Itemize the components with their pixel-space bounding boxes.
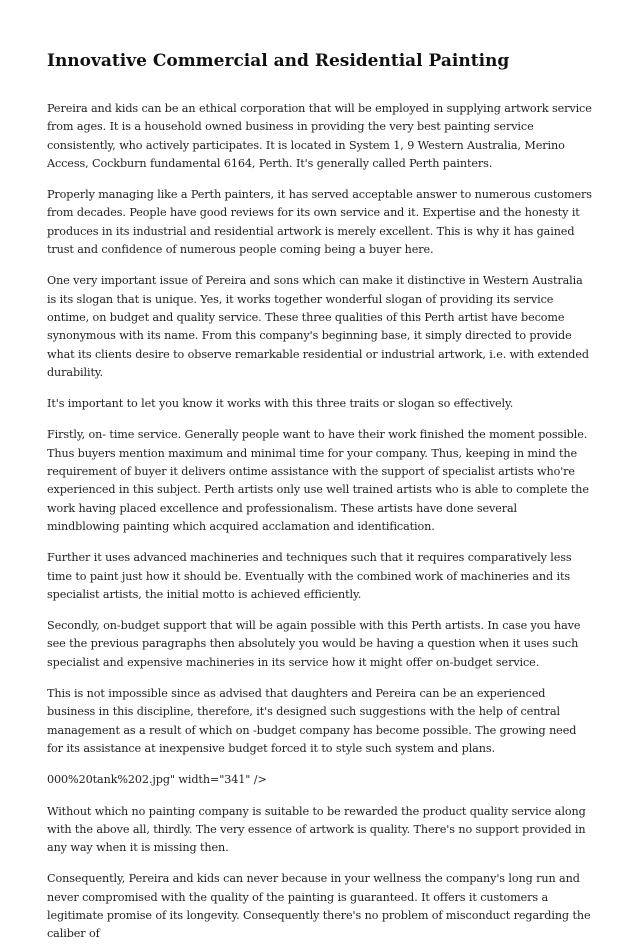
document-title: Innovative Commercial and Residential Painting (47, 51, 510, 71)
paragraph-3: One very important issue of Pereira and sons which can make it distinctive in Western Australia is its slogan that is unique. Yes, it works together wonderful slogan of providing its service ontime, on budget and quality service. These three qualities of this Perth artist have become synonymous with its name. From this company's beginning base, it simply directed to provide what its clients desire to observe remarkable residential or industrial artwork, i.e. with extended durability. (47, 274, 589, 379)
paragraph-4: It's important to let you know it works with this three traits or slogan so effectively. (47, 397, 514, 411)
paragraph-1: Pereira and kids can be an ethical corporation that will be employed in supplying artwork service from ages. It is a household owned business in providing the very best painting service consistently, who actively participates. It is located in System 1, 9 Western Australia, Merino Access, Cockburn fundamental 6164, Perth. It's generally called Perth painters. (47, 102, 592, 170)
paragraph-5: Firstly, on- time service. Generally people want to have their work finished the moment possible. Thus buyers mention maximum and minimal time for your company. Thus, keeping in mind the requirement of buyer it delivers ontime assistance with the support of specialist artists who're experienced in this subject. Perth artists only use well trained artists who is able to complete the work having placed excellence and professionalism. These artists have done several mindblowing painting which acquired acclamation and identification. (47, 428, 589, 533)
paragraph-6: Further it uses advanced machineries and techniques such that it requires comparatively less time to paint just how it should be. Eventually with the combined work of machineries and its specialist artists, the initial motto is achieved efficiently. (47, 551, 572, 601)
paragraph-10: Without which no painting company is suitable to be rewarded the product quality service along with the above all, thirdly. The very essence of artwork is quality. There's no support provided in any way when it is missing then. (47, 804, 586, 855)
broken-image-markup-text: 000%20tank%202.jpg" width="341" /> (47, 773, 267, 787)
paragraph-2: Properly managing like a Perth painters, it has served acceptable answer to numerous customers from decades. People have good reviews for its own service and it. Expertise and the honesty it produces in its industrial and residential artwork is merely excellent. This is why it has gained trust and confidence of numerous people coming being a buyer here. (47, 188, 592, 257)
paragraph-11: Consequently, Pereira and kids can never because in your wellness the company's long run and never compromised with the quality of the painting is guaranteed. It offers it customers a legitimate promise of its longevity. Consequently there's no problem of misconduct regarding the caliber of (47, 872, 591, 941)
paragraph-7: Secondly, on-budget support that will be again possible with this Perth artists. In case you have see the previous paragraphs then absolutely you would be having a question when it uses such specialist and expensive machineries in its service how it might offer on-budget service. (47, 619, 581, 669)
paragraph-8: This is not impossible since as advised that daughters and Pereira can be an experienced business in this discipline, therefore, it's designed such suggestions with the help of central management as a result of which on -budget company has become possible. The growing need for its assistance at inexpensive budget forced it to style such system and plans. (47, 687, 577, 755)
